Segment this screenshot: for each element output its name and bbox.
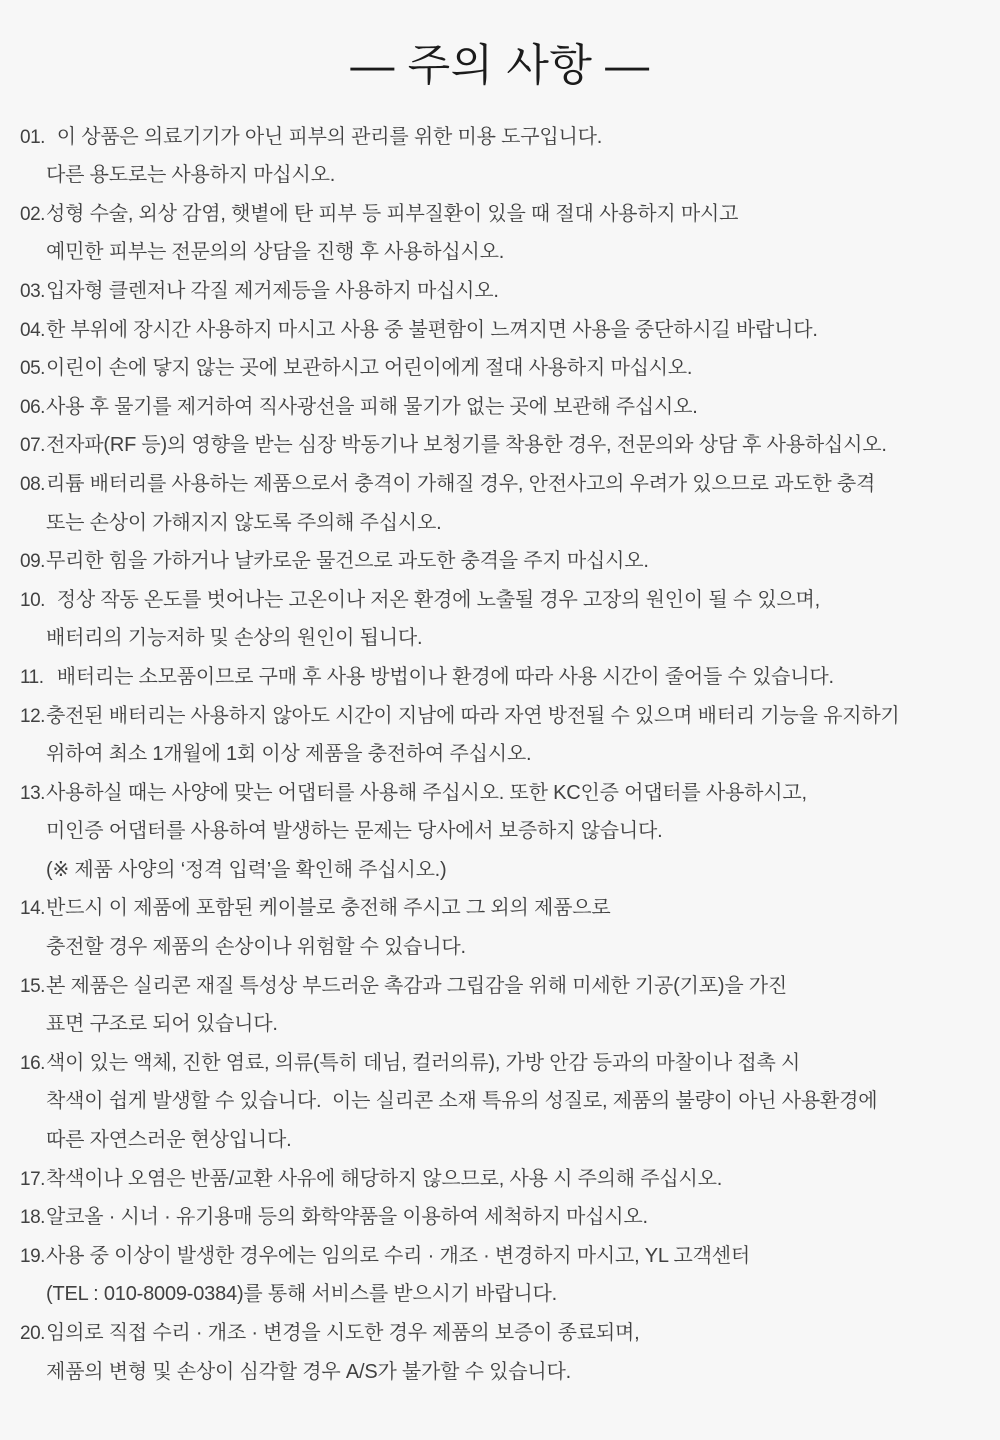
caution-item — [0, 658, 1000, 697]
item-number: 05. — [20, 358, 45, 380]
item-text: 미인증 어댑터를 사용하여 발생하는 문제는 당사에서 보증하지 않습니다. — [46, 820, 663, 843]
caution-item-continuation — [0, 156, 1000, 195]
item-text: 사용 중 이상이 발생한 경우에는 임의로 수리 · 개조 · 변경하지 마시고, YL 고객센터 — [46, 1244, 750, 1267]
item-number: 08. — [20, 473, 45, 495]
item-text: (TEL : 010-8009-0384)를 통해 서비스를 받으시기 바랍니다. — [46, 1283, 557, 1306]
caution-item — [0, 889, 1000, 928]
item-text: 충전된 배터리는 사용하지 않아도 시간이 지남에 따라 자연 방전될 수 있으며 배터리 기능을 유지하기 — [46, 704, 900, 727]
caution-item-continuation — [0, 1121, 1000, 1160]
item-text: 무리한 힘을 가하거나 날카로운 물건으로 과도한 충격을 주지 마십시오. — [46, 550, 649, 573]
caution-item — [0, 581, 1000, 620]
item-number: 20. — [20, 1323, 45, 1344]
caution-item-continuation — [0, 1005, 1000, 1044]
item-number: 02. — [20, 203, 45, 225]
caution-item-continuation — [0, 504, 1000, 543]
caution-item — [0, 195, 1000, 234]
item-text: 색이 있는 액체, 진한 염료, 의류(특히 데님, 컬러의류), 가방 안감 등과의 마찰이나 접촉 시 — [46, 1051, 801, 1074]
caution-item — [0, 1160, 1000, 1199]
item-number: 11. — [20, 666, 44, 688]
caution-item — [0, 272, 1000, 311]
item-text: 입자형 클렌저나 각질 제거제등을 사용하지 마십시오. — [46, 279, 499, 302]
item-number: 04. — [20, 319, 45, 341]
item-text: 이 상품은 의료기기가 아닌 피부의 관리를 위한 미용 도구입니다. — [46, 125, 603, 148]
item-number: 19. — [20, 1245, 45, 1267]
item-number: 10. — [20, 589, 45, 611]
caution-item — [0, 1198, 1000, 1237]
item-text: 예민한 피부는 전문의의 상담을 진행 후 사용하십시오. — [46, 241, 505, 264]
item-text: 위하여 최소 1개월에 1회 이상 제품을 충전하여 주십시오. — [46, 743, 532, 766]
item-text: 충전할 경우 제품의 손상이나 위험할 수 있습니다. — [46, 936, 466, 959]
item-text: 또는 손상이 가해지지 않도록 주의해 주십시오. — [46, 511, 442, 534]
item-number: 03. — [20, 280, 45, 302]
caution-item — [0, 1314, 1000, 1353]
caution-item — [0, 465, 1000, 504]
item-text: (※ 제품 사양의 ‘정격 입력’을 확인해 주십시오.) — [46, 858, 447, 881]
caution-item — [0, 542, 1000, 581]
caution-item — [0, 1044, 1000, 1083]
caution-item-continuation — [0, 1275, 1000, 1314]
item-text: 사용하실 때는 사양에 맞는 어댑터를 사용해 주십시오. 또한 KC인증 어댑터를 사용하시고, — [46, 781, 807, 804]
caution-item — [0, 426, 1000, 465]
item-text: 알코올 · 시너 · 유기용매 등의 화학약품을 이용하여 세척하지 마십시오. — [46, 1206, 648, 1229]
caution-item — [0, 774, 1000, 813]
item-text: 배터리는 소모품이므로 구매 후 사용 방법이나 환경에 따라 사용 시간이 줄어들 수 있습니다. — [46, 665, 834, 688]
item-text: 사용 후 물기를 제거하여 직사광선을 피해 물기가 없는 곳에 보관해 주십시오. — [46, 395, 698, 418]
item-number: 18. — [20, 1207, 45, 1229]
caution-list — [0, 118, 1000, 1392]
item-number: 01. — [20, 126, 45, 148]
caution-item-continuation — [0, 1082, 1000, 1121]
caution-item-continuation — [0, 735, 1000, 774]
caution-item-continuation — [0, 851, 1000, 890]
item-number: 17. — [20, 1168, 45, 1190]
item-text: 리튬 배터리를 사용하는 제품으로서 충격이 가해질 경우, 안전사고의 우려가 있으므로 과도한 충격 — [46, 472, 876, 495]
caution-item — [0, 967, 1000, 1006]
caution-item-continuation — [0, 233, 1000, 272]
item-text: 착색이나 오염은 반품/교환 사유에 해당하지 않으므로, 사용 시 주의해 주십시오. — [46, 1167, 723, 1190]
item-number: 06. — [20, 396, 45, 418]
page-title: — 주의 사항 — — [350, 41, 650, 90]
item-text: 반드시 이 제품에 포함된 케이블로 충전해 주시고 그 외의 제품으로 — [46, 897, 611, 920]
item-number: 07. — [20, 435, 45, 457]
item-text: 이린이 손에 닿지 않는 곳에 보관하시고 어린이에게 절대 사용하지 마십시오. — [46, 357, 693, 380]
item-text: 전자파(RF 등)의 영향을 받는 심장 박동기나 보청기를 착용한 경우, 전문의와 상담 후 사용하십시오. — [46, 434, 887, 457]
item-text: 한 부위에 장시간 사용하지 마시고 사용 중 불편함이 느껴지면 사용을 중단하시길 바랍니다. — [46, 318, 818, 341]
caution-item — [0, 311, 1000, 350]
caution-item-continuation — [0, 1353, 1000, 1392]
caution-item — [0, 349, 1000, 388]
caution-item — [0, 388, 1000, 427]
caution-item — [0, 118, 1000, 157]
item-text: 착색이 쉽게 발생할 수 있습니다. 이는 실리콘 소재 특유의 성질로, 제품의 불량이 아닌 사용환경에 — [46, 1090, 878, 1113]
item-text: 성형 수술, 외상 감염, 햇볕에 탄 피부 등 피부질환이 있을 때 절대 사용하지 마시고 — [46, 202, 739, 225]
item-number: 16. — [20, 1052, 45, 1074]
item-text: 배터리의 기능저하 및 손상의 원인이 됩니다. — [46, 627, 423, 650]
item-text: 표면 구조로 되어 있습니다. — [46, 1013, 278, 1036]
caution-item-continuation — [0, 619, 1000, 658]
item-number: 12. — [20, 705, 45, 727]
item-text: 본 제품은 실리콘 재질 특성상 부드러운 촉감과 그립감을 위해 미세한 기공(기포)을 가진 — [46, 974, 788, 997]
item-text: 정상 작동 온도를 벗어나는 고온이나 저온 환경에 노출될 경우 고장의 원인이 될 수 있으며, — [46, 588, 821, 611]
item-number: 13. — [20, 782, 45, 804]
item-text: 임의로 직접 수리 · 개조 · 변경을 시도한 경우 제품의 보증이 종료되며, — [46, 1322, 640, 1344]
caution-item — [0, 1237, 1000, 1276]
caution-item-continuation — [0, 928, 1000, 967]
item-number: 15. — [20, 975, 45, 997]
item-number: 09. — [20, 551, 45, 573]
item-text: 제품의 변형 및 손상이 심각할 경우 A/S가 불가할 수 있습니다. — [46, 1360, 571, 1383]
caution-item — [0, 697, 1000, 736]
item-number: 14. — [20, 898, 45, 920]
item-text: 따른 자연스러운 현상입니다. — [46, 1129, 292, 1152]
caution-item-continuation — [0, 812, 1000, 851]
item-text: 다른 용도로는 사용하지 마십시오. — [46, 164, 336, 187]
